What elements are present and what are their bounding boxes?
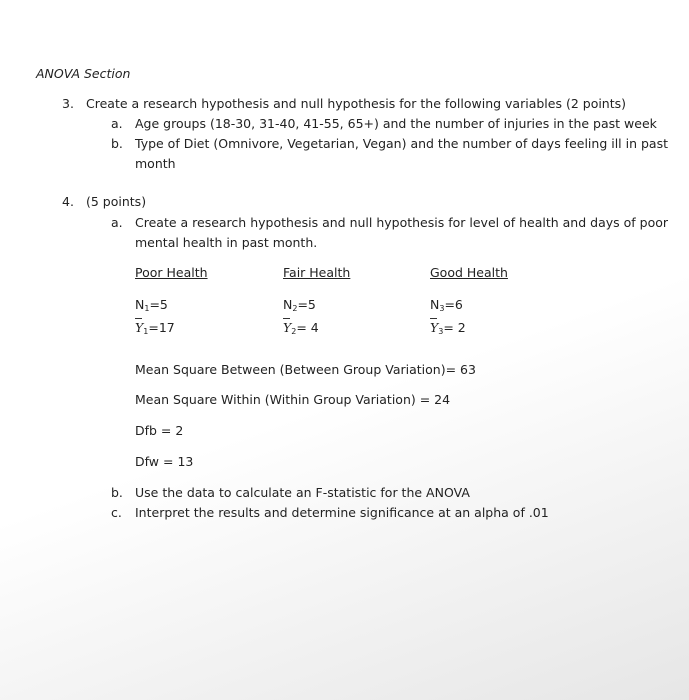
- q3b-marker: b.: [111, 136, 123, 151]
- q4c-text: Interpret the results and determine significance at an alpha of .01: [135, 505, 549, 520]
- group-n-good: $N_3=6$: [430, 297, 463, 313]
- q3b-line2: month: [135, 156, 176, 171]
- q3-number: 3.: [62, 96, 74, 111]
- group-header-good: Good Health: [430, 265, 508, 280]
- section-title: ANOVA Section: [36, 66, 131, 81]
- group-mean-poor: $Y_1=17$: [135, 320, 175, 336]
- q3b-line1: Type of Diet (Omnivore, Vegetarian, Vegan) and the number of days feeling ill in past: [135, 136, 669, 151]
- q3-text: Create a research hypothesis and null hypothesis for the following variables (2 points): [86, 96, 627, 111]
- q4-number: 4.: [62, 194, 74, 209]
- msb-text: Mean Square Between (Between Group Variation)= 63: [135, 362, 476, 377]
- group-mean-fair: $Y_2= 4$: [283, 320, 319, 336]
- q4a-line2: mental health in past month.: [135, 235, 318, 250]
- group-n-fair: $N_2=5$: [283, 297, 316, 313]
- q3a-marker: a.: [111, 116, 123, 131]
- q4a-line1: Create a research hypothesis and null hypothesis for level of health and days of poor: [135, 215, 669, 230]
- q4b-text: Use the data to calculate an F-statistic for the ANOVA: [135, 485, 470, 500]
- msw-text: Mean Square Within (Within Group Variation) = 24: [135, 392, 451, 407]
- q4c-marker: c.: [111, 505, 122, 520]
- group-header-poor: Poor Health: [135, 265, 208, 280]
- q4b-marker: b.: [111, 485, 123, 500]
- group-n-poor: $N_1=5$: [135, 297, 168, 313]
- group-header-fair: Fair Health: [283, 265, 351, 280]
- q4a-marker: a.: [111, 215, 123, 230]
- dfb-text: Dfb = 2: [135, 423, 184, 438]
- group-mean-good: $Y_3= 2$: [430, 320, 466, 336]
- q3a-text: Age groups (18-30, 31-40, 41-55, 65+) and the number of injuries in the past week: [135, 116, 657, 131]
- dfw-text: Dfw = 13: [135, 454, 194, 469]
- q4-text: (5 points): [86, 194, 147, 209]
